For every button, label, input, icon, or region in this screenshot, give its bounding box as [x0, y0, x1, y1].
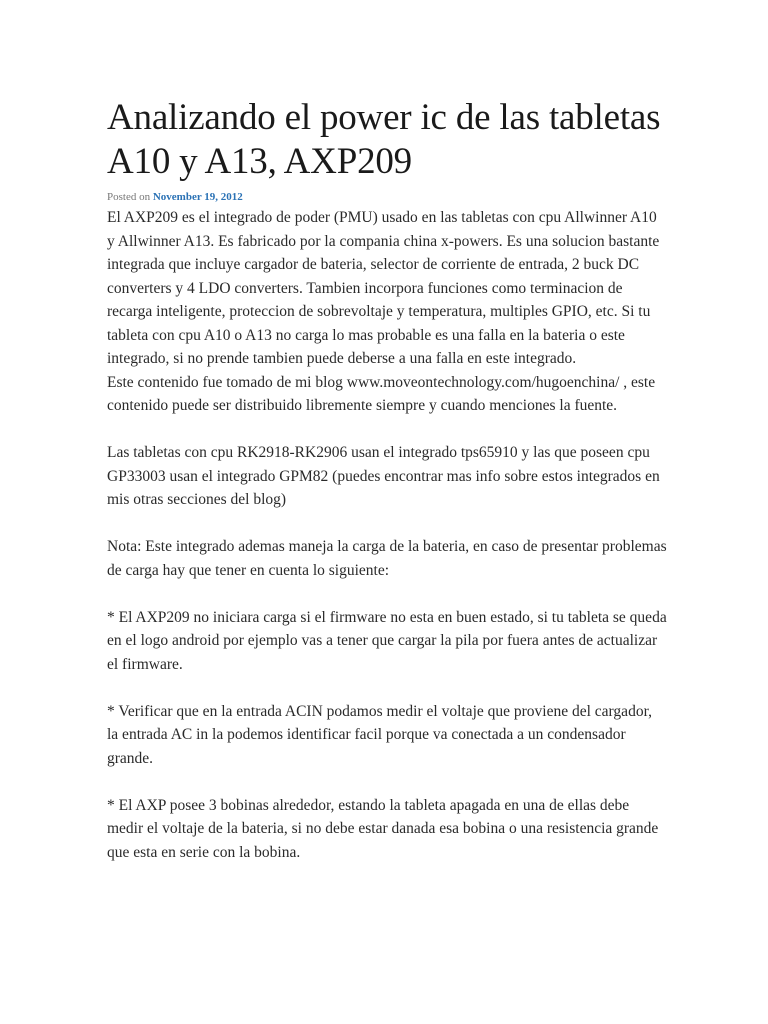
article-title-line-2: A10 y A13, AXP209 [107, 141, 412, 182]
paragraph-other-tablets: Las tabletas con cpu RK2918-RK2906 usan el integrado tps65910 y las que poseen cpu GP33003 usan el integrado GPM82 (puedes encontrar mas info sobre estos integrados en mis otras secciones del blog) [107, 444, 660, 508]
posted-date-link[interactable]: November 19, 2012 [152, 191, 243, 203]
paragraph-source: Este contenido fue tomado de mi blog www.moveontechnology.com/hugoenchina/ , este contenido puede ser distribuido libremente siempre y cuando menciones la fuente. [107, 373, 656, 414]
paragraph-intro: El AXP209 es el integrado de poder (PMU) usado en las tabletas con cpu Allwinner A10 y Allwinner A13. Es fabricado por la compania china x-powers. Es una solucion bastante integrada que incluye cargador de bateria, selector de corriente de entrada, 2 buck DC converters y 4 LDO converters. Tambien incorpora funciones como terminacion de recarga inteligente, proteccion de sobrevoltaje y temperatura, multiples GPIO, etc. Si tu tableta con cpu A10 o A13 no carga lo mas probable es una falla en la bateria o este integrado, si no prende tambien puede deberse a una falla en este integrado. [107, 209, 660, 367]
posted-prefix: Posted on [107, 191, 153, 203]
article [107, 96, 667, 864]
paragraph-acin: * Verificar que en la entrada ACIN podamos medir el voltaje que proviene del cargador, la entrada AC in la podemos identificar facil porque va conectada a un condensador grande. [107, 702, 652, 767]
article-title [107, 96, 667, 184]
article-title-line-1: Analizando el power ic de las tabletas [107, 97, 661, 138]
paragraph-coils: * El AXP posee 3 bobinas alrededor, estando la tableta apagada en una de ellas debe medir el voltaje de la bateria, si no debe estar danada esa bobina o una resistencia grande que esta en serie con la bobina. [107, 796, 659, 861]
post-meta [107, 190, 667, 204]
paragraph-note: Nota: Este integrado ademas maneja la carga de la bateria, en caso de presentar problemas de carga hay que tener en cuenta lo siguiente: [107, 538, 667, 579]
paragraph-firmware: * El AXP209 no iniciara carga si el firmware no esta en buen estado, si tu tableta se queda en el logo android por ejemplo vas a tener que cargar la pila por fuera antes de actualizar el firmware. [107, 608, 667, 673]
